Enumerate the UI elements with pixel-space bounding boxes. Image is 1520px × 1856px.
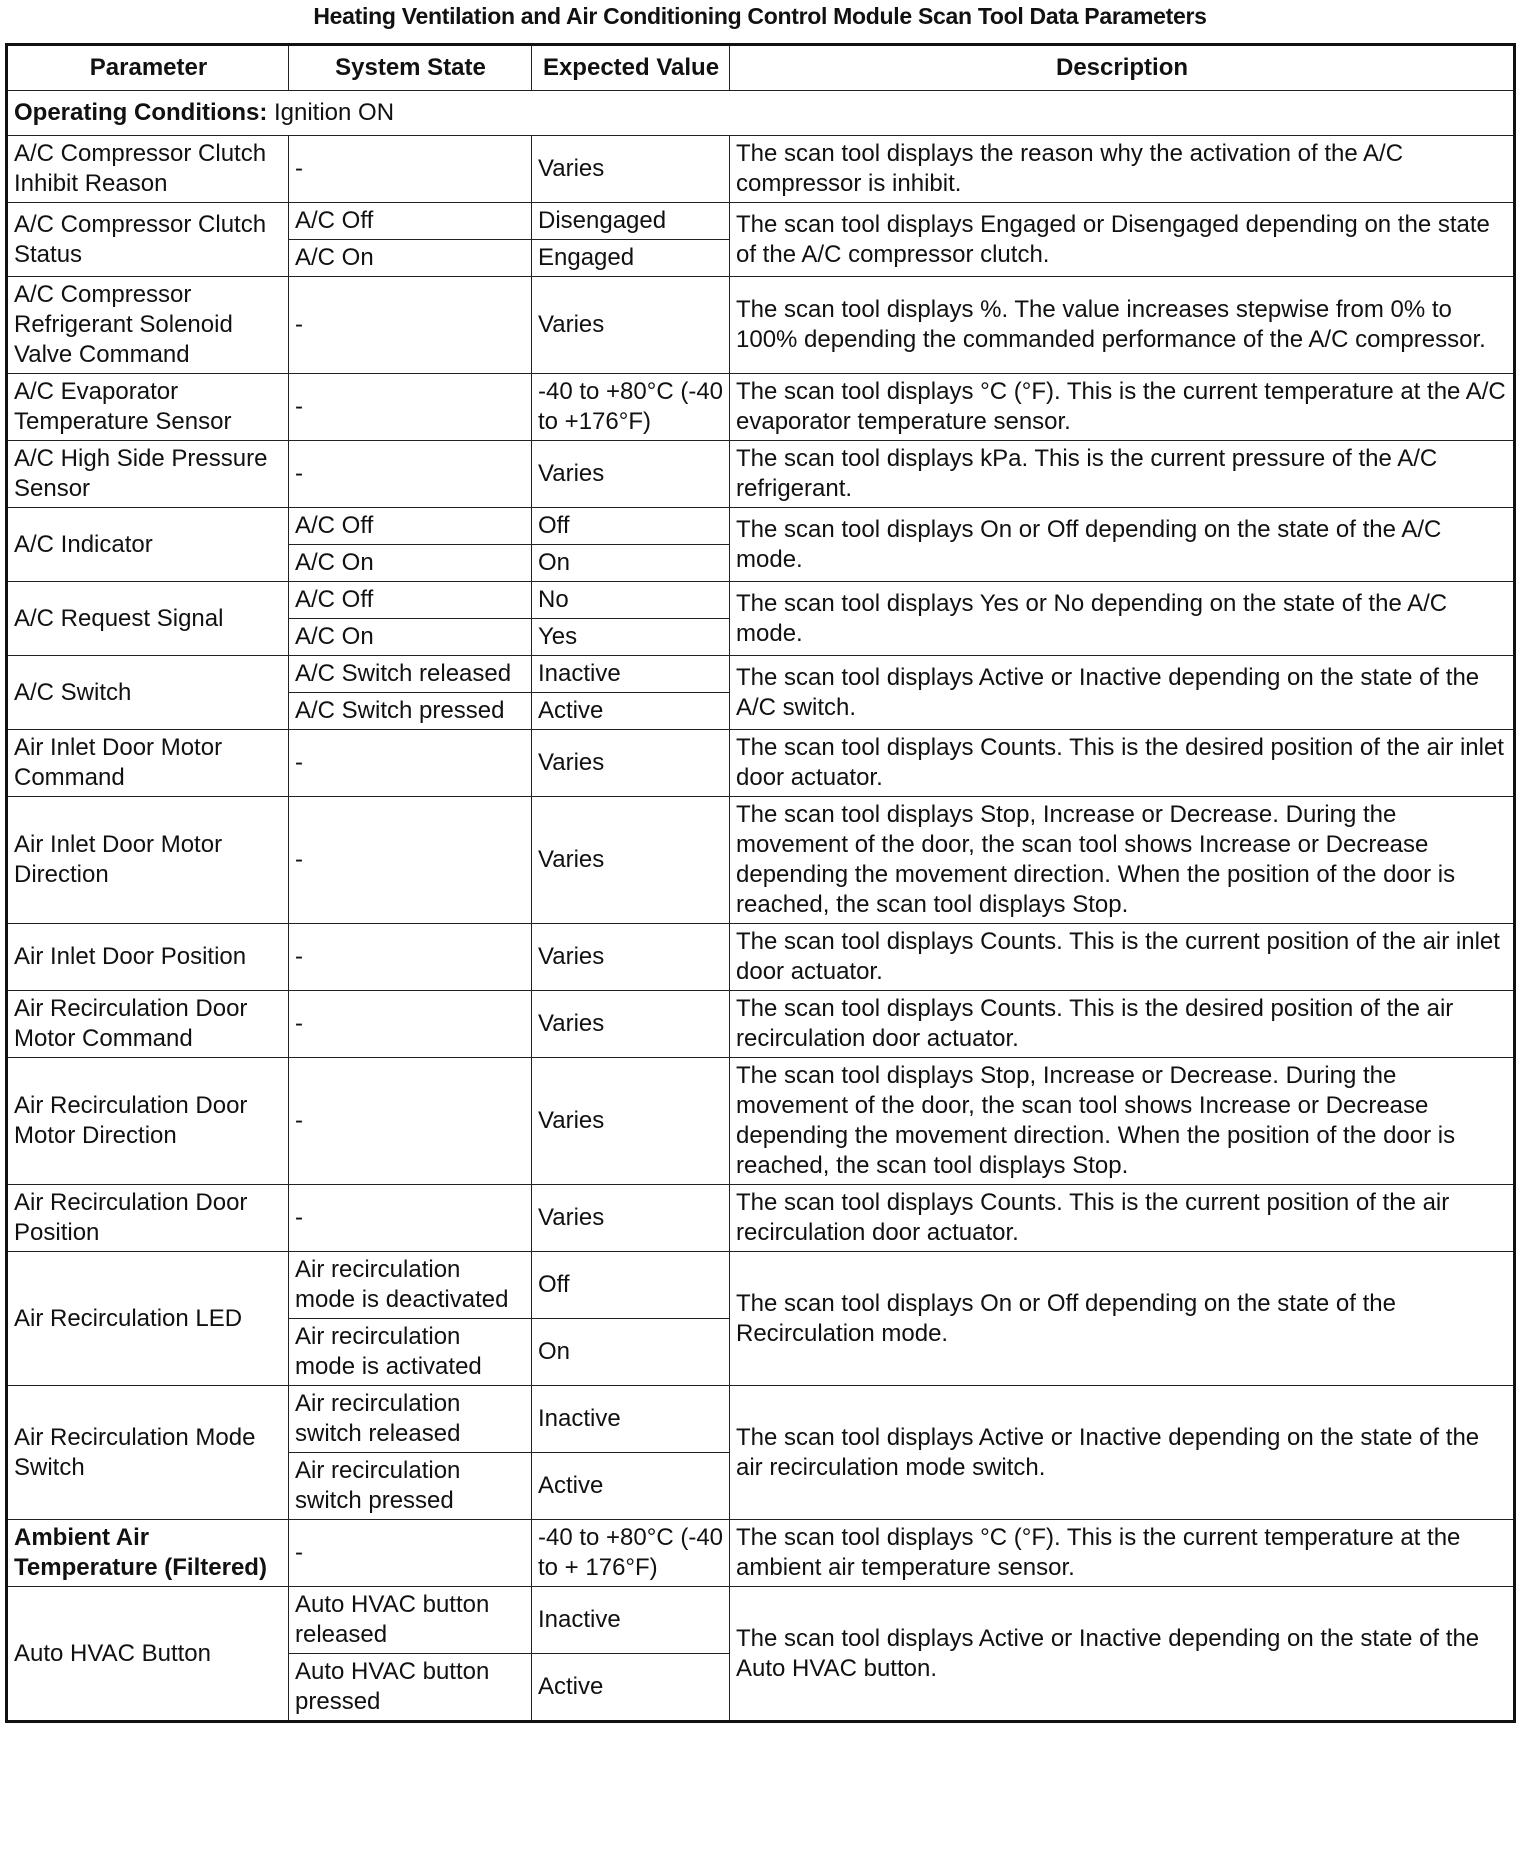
system-state-cell: - <box>289 991 532 1058</box>
system-state-cell: Air recirculation switch pressed <box>289 1453 532 1520</box>
description-cell: The scan tool displays Active or Inactive depending on the state of the air recirculation mode switch. <box>730 1386 1515 1520</box>
system-state-cell: A/C On <box>289 240 532 277</box>
expected-value-cell: Varies <box>532 1185 730 1252</box>
system-state-cell: Air recirculation mode is deactivated <box>289 1252 532 1319</box>
description-cell: The scan tool displays Engaged or Disengaged depending on the state of the A/C compressor clutch. <box>730 203 1515 277</box>
expected-value-cell: Inactive <box>532 1587 730 1654</box>
description-cell: The scan tool displays Counts. This is the current position of the air recirculation door actuator. <box>730 1185 1515 1252</box>
header-expected-value: Expected Value <box>532 45 730 91</box>
parameter-cell: A/C Compressor Clutch Inhibit Reason <box>7 136 289 203</box>
parameter-cell: Air Recirculation LED <box>7 1252 289 1386</box>
description-cell: The scan tool displays %. The value increases stepwise from 0% to 100% depending the commanded performance of the A/C compressor. <box>730 277 1515 374</box>
description-cell: The scan tool displays the reason why the activation of the A/C compressor is inhibit. <box>730 136 1515 203</box>
operating-conditions-label: Operating Conditions: <box>14 99 268 126</box>
system-state-cell: - <box>289 797 532 924</box>
parameter-cell: A/C Switch <box>7 656 289 730</box>
table-header-row <box>7 45 1515 91</box>
table-row <box>7 203 1515 240</box>
expected-value-cell: Inactive <box>532 656 730 693</box>
parameter-cell: A/C Request Signal <box>7 582 289 656</box>
header-description: Description <box>730 45 1515 91</box>
expected-value-cell: Active <box>532 1654 730 1722</box>
system-state-cell: A/C Switch released <box>289 656 532 693</box>
description-cell: The scan tool displays Stop, Increase or Decrease. During the movement of the door, the scan tool shows Increase or Decrease depending the movement direction. When the position of the door is reached, the scan tool displays Stop. <box>730 1058 1515 1185</box>
parameter-cell: A/C Compressor Refrigerant Solenoid Valve Command <box>7 277 289 374</box>
table-row <box>7 1520 1515 1587</box>
parameter-cell: A/C Indicator <box>7 508 289 582</box>
table-row <box>7 1058 1515 1185</box>
parameter-cell: Air Inlet Door Position <box>7 924 289 991</box>
expected-value-cell: Varies <box>532 136 730 203</box>
parameter-cell: Air Recirculation Door Motor Command <box>7 991 289 1058</box>
table-row <box>7 797 1515 924</box>
operating-conditions-value: Ignition ON <box>273 99 395 126</box>
operating-conditions-row <box>7 91 1515 136</box>
parameter-cell: A/C High Side Pressure Sensor <box>7 441 289 508</box>
system-state-cell: A/C Off <box>289 582 532 619</box>
system-state-cell: A/C On <box>289 545 532 582</box>
parameter-cell: Ambient Air Temperature (Filtered) <box>7 1520 289 1587</box>
parameter-cell: Air Recirculation Door Motor Direction <box>7 1058 289 1185</box>
description-cell: The scan tool displays Stop, Increase or Decrease. During the movement of the door, the scan tool shows Increase or Decrease depending the movement direction. When the position of the door is reached, the scan tool displays Stop. <box>730 797 1515 924</box>
expected-value-cell: Disengaged <box>532 203 730 240</box>
parameters-table <box>5 43 1516 1723</box>
expected-value-cell: Varies <box>532 1058 730 1185</box>
table-row <box>7 1386 1515 1453</box>
system-state-cell: - <box>289 1520 532 1587</box>
expected-value-cell: On <box>532 545 730 582</box>
system-state-cell: A/C Off <box>289 508 532 545</box>
system-state-cell: - <box>289 374 532 441</box>
table-row <box>7 924 1515 991</box>
parameter-cell: Air Recirculation Door Position <box>7 1185 289 1252</box>
expected-value-cell: Varies <box>532 441 730 508</box>
system-state-cell: A/C Off <box>289 203 532 240</box>
description-cell: The scan tool displays °C (°F). This is the current temperature at the ambient air temperature sensor. <box>730 1520 1515 1587</box>
expected-value-cell: Active <box>532 1453 730 1520</box>
parameter-cell: Air Inlet Door Motor Command <box>7 730 289 797</box>
expected-value-cell: Varies <box>532 797 730 924</box>
table-row <box>7 1252 1515 1319</box>
expected-value-cell: Inactive <box>532 1386 730 1453</box>
system-state-cell: - <box>289 924 532 991</box>
table-row <box>7 136 1515 203</box>
system-state-cell: A/C Switch pressed <box>289 693 532 730</box>
page-title: Heating Ventilation and Air Conditioning Control Module Scan Tool Data Parameters <box>313 3 1207 29</box>
description-cell: The scan tool displays kPa. This is the current pressure of the A/C refrigerant. <box>730 441 1515 508</box>
table-row <box>7 656 1515 693</box>
expected-value-cell: Varies <box>532 277 730 374</box>
system-state-cell: Auto HVAC button released <box>289 1587 532 1654</box>
system-state-cell: - <box>289 277 532 374</box>
expected-value-cell: Engaged <box>532 240 730 277</box>
system-state-cell: Auto HVAC button pressed <box>289 1654 532 1722</box>
system-state-cell: - <box>289 136 532 203</box>
table-row <box>7 730 1515 797</box>
expected-value-cell: On <box>532 1319 730 1386</box>
description-cell: The scan tool displays Counts. This is the current position of the air inlet door actuator. <box>730 924 1515 991</box>
expected-value-cell: No <box>532 582 730 619</box>
parameter-cell: Auto HVAC Button <box>7 1587 289 1722</box>
expected-value-cell: -40 to +80°C (-40 to + 176°F) <box>532 1520 730 1587</box>
system-state-cell: - <box>289 730 532 797</box>
description-cell: The scan tool displays On or Off depending on the state of the A/C mode. <box>730 508 1515 582</box>
system-state-cell: - <box>289 1185 532 1252</box>
parameter-cell: Air Inlet Door Motor Direction <box>7 797 289 924</box>
expected-value-cell: Off <box>532 508 730 545</box>
description-cell: The scan tool displays Active or Inactive depending on the state of the Auto HVAC button. <box>730 1587 1515 1722</box>
description-cell: The scan tool displays Counts. This is the desired position of the air inlet door actuator. <box>730 730 1515 797</box>
expected-value-cell: Yes <box>532 619 730 656</box>
table-row <box>7 508 1515 545</box>
expected-value-cell: -40 to +80°C (-40 to +176°F) <box>532 374 730 441</box>
table-row <box>7 441 1515 508</box>
table-row <box>7 991 1515 1058</box>
system-state-cell: - <box>289 441 532 508</box>
description-cell: The scan tool displays °C (°F). This is the current temperature at the A/C evaporator temperature sensor. <box>730 374 1515 441</box>
header-system-state: System State <box>289 45 532 91</box>
description-cell: The scan tool displays On or Off depending on the state of the Recirculation mode. <box>730 1252 1515 1386</box>
header-parameter: Parameter <box>7 45 289 91</box>
expected-value-cell: Varies <box>532 991 730 1058</box>
parameter-cell: Air Recirculation Mode Switch <box>7 1386 289 1520</box>
expected-value-cell: Varies <box>532 924 730 991</box>
system-state-cell: A/C On <box>289 619 532 656</box>
expected-value-cell: Off <box>532 1252 730 1319</box>
system-state-cell: Air recirculation mode is activated <box>289 1319 532 1386</box>
table-row <box>7 277 1515 374</box>
table-row <box>7 1185 1515 1252</box>
system-state-cell: - <box>289 1058 532 1185</box>
parameter-cell: A/C Compressor Clutch Status <box>7 203 289 277</box>
table-row <box>7 582 1515 619</box>
expected-value-cell: Active <box>532 693 730 730</box>
description-cell: The scan tool displays Active or Inactive depending on the state of the A/C switch. <box>730 656 1515 730</box>
operating-conditions <box>7 91 1515 136</box>
table-body <box>7 91 1515 1722</box>
parameter-cell: A/C Evaporator Temperature Sensor <box>7 374 289 441</box>
system-state-cell: Air recirculation switch released <box>289 1386 532 1453</box>
description-cell: The scan tool displays Yes or No depending on the state of the A/C mode. <box>730 582 1515 656</box>
table-row <box>7 1587 1515 1654</box>
description-cell: The scan tool displays Counts. This is the desired position of the air recirculation door actuator. <box>730 991 1515 1058</box>
expected-value-cell: Varies <box>532 730 730 797</box>
table-row <box>7 374 1515 441</box>
